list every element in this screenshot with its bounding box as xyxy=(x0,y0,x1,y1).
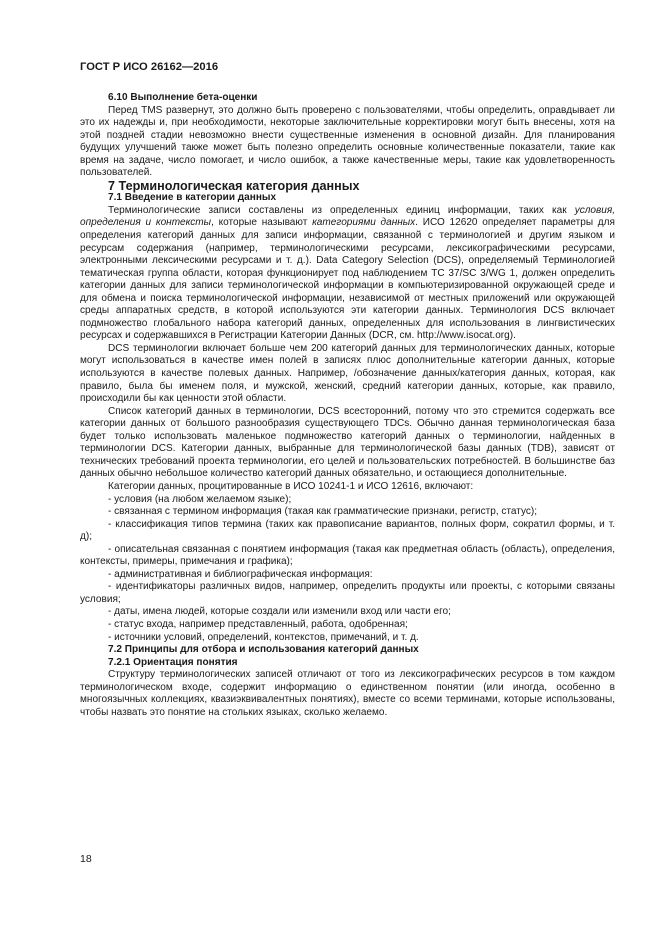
list-item: - условия (на любом желаемом языке); xyxy=(108,493,292,505)
list-item: - описательная связанная с понятием информация (такая как предметная область (область), определения, контексты, примеры, примечания и графика); xyxy=(80,543,615,568)
list-item: - связанная с термином информация (такая как грамматические признаки, регистр, статус); xyxy=(108,506,538,518)
section-7-1-title: 7.1 Введение в категории данных xyxy=(108,192,277,204)
section-7-2-1-title: 7.2.1 Ориентация понятия xyxy=(108,656,238,668)
section-6-10-paragraph: Перед TMS развернут, это должно быть проверено с пользователями, чтобы определить, оправдывает ли это их надежды и, при необходимости, некоторые заключительные корректировки могут быть внесены, хотя на этой поздней стадии невозможно внести существенные изменения в основной дизайн. Для планирования будущих улучшений также может быть полезно определить основные количественные показатели, такие как время на задаче, число помогает, и число ошибок, а также качественные меры, такие как удовлетворенность пользователей. xyxy=(80,104,615,179)
list-item: - идентификаторы различных видов, например, определить продукты или проекты, с которыми связаны условия; xyxy=(80,581,615,605)
section-6-10-title: 6.10 Выполнение бета-оценки xyxy=(108,92,258,103)
section-7-2-title: 7.2 Принципы для отбора и использования категорий данных xyxy=(108,644,419,656)
section-7-1-paragraph-2: DCS терминологии включает больше чем 200 категорий данных для терминологических данных, которые могут использоваться в качестве имен полей в записях плюс дополнительные категории данных, которые используются в качестве полевых данных. Например, /обозначение данных/категория данных, которая, как правило, была бы именем поля, и мужской, женский, средний категории данных, которые, как правило, происходили бы как ценности этой области. xyxy=(80,342,615,405)
section-7-1-paragraph-4: Категории данных, процитированные в ИСО 10241-1 и ИСО 12616, включают: xyxy=(108,480,474,492)
section-7-1-paragraph-3: Список категорий данных в терминологии, DCS всесторонний, потому что это стремится содержать все категории данных от большого разнообразия существующего TDCs. Обычно данная терминологическая база будет только использовать маленькое подмножество категорий данных о терминологии, найденных в терминологии DCS. Категории данных, выбранные для терминологической базы данных (TDB), зависят от технических требований проекта терминологии, его целей и пользовательских потребностей. В большинстве баз данных обычно небольшое количество категорий данных обязательно, и остающиеся дополнительные. xyxy=(80,405,615,480)
list-item: - даты, имена людей, которые создали или изменили вход или части его; xyxy=(108,606,451,618)
list-item: - статус входа, например представленный, работа, одобренная; xyxy=(108,618,408,630)
section-7-2-1-paragraph: Структуру терминологических записей отличают от того из лексикографических ресурсов в том каждом терминологическом входе, содержит информацию о единственном понятии (или иногда, особенно в многоязычных коллекциях, квазиэквивалентных понятиях), вместе со всеми терминами, которые использованы, чтобы назвать это понятие на стольких языках, сколько желаемо. xyxy=(80,669,615,718)
page-content xyxy=(80,92,615,719)
list-item: - классификация типов термина (таких как правописание вариантов, полных форм, сократил формы, и т. д); xyxy=(80,518,615,543)
emphasis-terms: условия, определения и контексты xyxy=(80,204,615,229)
section-7-title: 7 Терминологическая категория данных xyxy=(108,178,360,193)
page-number: 18 xyxy=(80,853,92,865)
emphasis-data-categories: категориями данных xyxy=(312,217,416,229)
list-item: - источники условий, определений, контекстов, примечаний, и т. д. xyxy=(108,631,419,643)
list-item: - административная и библиографическая информация: xyxy=(108,568,373,580)
document-header: ГОСТ Р ИСО 26162—2016 xyxy=(80,61,219,73)
section-7-1-paragraph-1: Терминологические записи составлены из определенных единиц информации, таких как условия, определения и контексты, которые называют категориями данных. ИСО 12620 определяет параметры для определения категорий данных для записи информации, связанной с терминологией и другим языком и ресурсам содержания (например, терминологическими ресурсами, лексикографическими ресурсами, электронными лексическими ресурсами и т. д.). Data Category Selection (DCS), определяемый Терминологией тематическая группа области, которая функционирует под наблюдением ТС 37/SC 3/WG 1, должен определить категории данных для записи терминологической информации в компьютеризированной окружающей среде и для обмена и поиска терминологической информации, независимой от местных приложений или окружающей среды аппаратных средств, в которой используются эти категории данных. Терминология DCS включает подмножество глобального набора категорий данных, определенных для использования в лингвистических ресурсах и содержавшихся в Регистрации Категории Данных (DCR, см. http://www.isocat.org). xyxy=(80,204,615,342)
